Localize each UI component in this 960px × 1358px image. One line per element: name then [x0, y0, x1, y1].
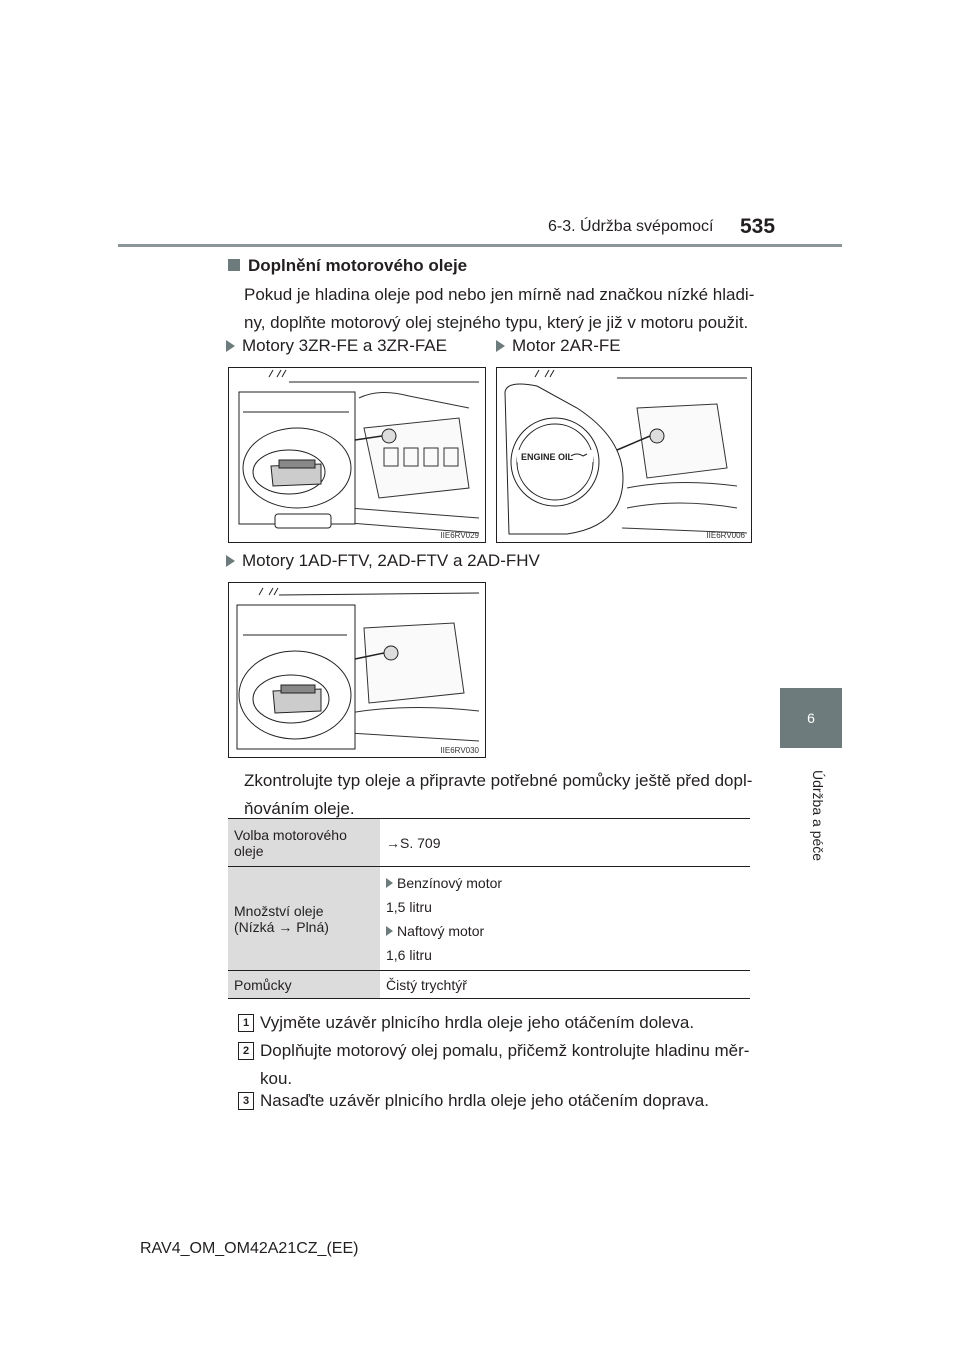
- table-key-cell: Volba motorového oleje: [228, 819, 380, 867]
- heading-text: Doplnění motorového oleje: [248, 256, 468, 275]
- oil-spec-table: [228, 818, 750, 999]
- figure-label-2ar: Motor 2AR-FE: [496, 336, 621, 356]
- step-2: 2 Doplňujte motorový olej pomalu, přičemž kontrolujte hladinu měr- kou.: [238, 1037, 768, 1093]
- table-key-cell: Pomůcky: [228, 971, 380, 999]
- intro-paragraph: [244, 281, 764, 337]
- check-line-1: Zkontrolujte typ oleje a připravte potřebné pomůcky ještě před dopl-: [244, 771, 753, 790]
- step-number: 3: [238, 1092, 254, 1110]
- figure-code-ad: IIE6RV030: [440, 746, 479, 755]
- header-rule: [118, 244, 842, 247]
- triangle-bullet-icon: [226, 555, 235, 567]
- triangle-bullet-icon: [386, 926, 393, 936]
- check-paragraph: [244, 767, 764, 823]
- cap-text: ENGINE OIL: [521, 452, 574, 462]
- intro-line-2: ny, doplňte motorový olej stejného typu, který je již v motoru použit.: [244, 313, 749, 332]
- step-number: 2: [238, 1042, 254, 1060]
- table-value-cell: [380, 819, 750, 867]
- engine-illustration-2ar: [497, 368, 751, 542]
- engine-illustration-3zr: [229, 368, 485, 542]
- section-title: 6-3. Údržba svépomocí: [548, 218, 714, 235]
- intro-line-1: Pokud je hladina oleje pod nebo jen mírně nad značkou nízké hladi-: [244, 285, 755, 304]
- step-1: 1 Vyjměte uzávěr plnicího hrdla oleje jeho otáčením doleva.: [238, 1009, 768, 1037]
- figure-label-3zr: Motory 3ZR-FE a 3ZR-FAE: [226, 336, 447, 356]
- triangle-bullet-icon: [226, 340, 235, 352]
- step-3: 3 Nasaďte uzávěr plnicího hrdla oleje jeho otáčením doprava.: [238, 1087, 768, 1115]
- document-code: RAV4_OM_OM42A21CZ_(EE): [140, 1240, 359, 1257]
- section-heading: [228, 256, 467, 276]
- engine-illustration-ad: [229, 583, 485, 757]
- engine-figure-3zr: [228, 367, 486, 543]
- engine-figure-2ar: [496, 367, 752, 543]
- table-row: [228, 867, 750, 971]
- figure-code-2ar: IIE6RV006: [706, 531, 745, 540]
- square-bullet-icon: [228, 259, 240, 271]
- table-row: [228, 971, 750, 999]
- table-row: [228, 819, 750, 867]
- page-number: 535: [740, 215, 776, 238]
- table-value-cell: Benzínový motor 1,5 litru Naftový motor 1,6 litru: [380, 867, 750, 971]
- triangle-bullet-icon: [386, 878, 393, 888]
- triangle-bullet-icon: [496, 340, 505, 352]
- table-value-cell: Čistý trychtýř: [380, 971, 750, 999]
- chapter-number: 6: [807, 710, 815, 726]
- chapter-title: Údržba a péče: [810, 770, 826, 862]
- figure-label-ad: Motory 1AD-FTV, 2AD-FTV a 2AD-FHV: [226, 551, 540, 571]
- table-key-cell: Množství oleje (Nízká → Plná): [228, 867, 380, 971]
- check-line-2: ňováním oleje.: [244, 799, 355, 818]
- engine-figure-ad: [228, 582, 486, 758]
- page-reference-link[interactable]: →S. 709: [386, 834, 441, 851]
- figure-code-3zr: IIE6RV029: [440, 531, 479, 540]
- chapter-tab: [780, 688, 842, 748]
- step-number: 1: [238, 1014, 254, 1032]
